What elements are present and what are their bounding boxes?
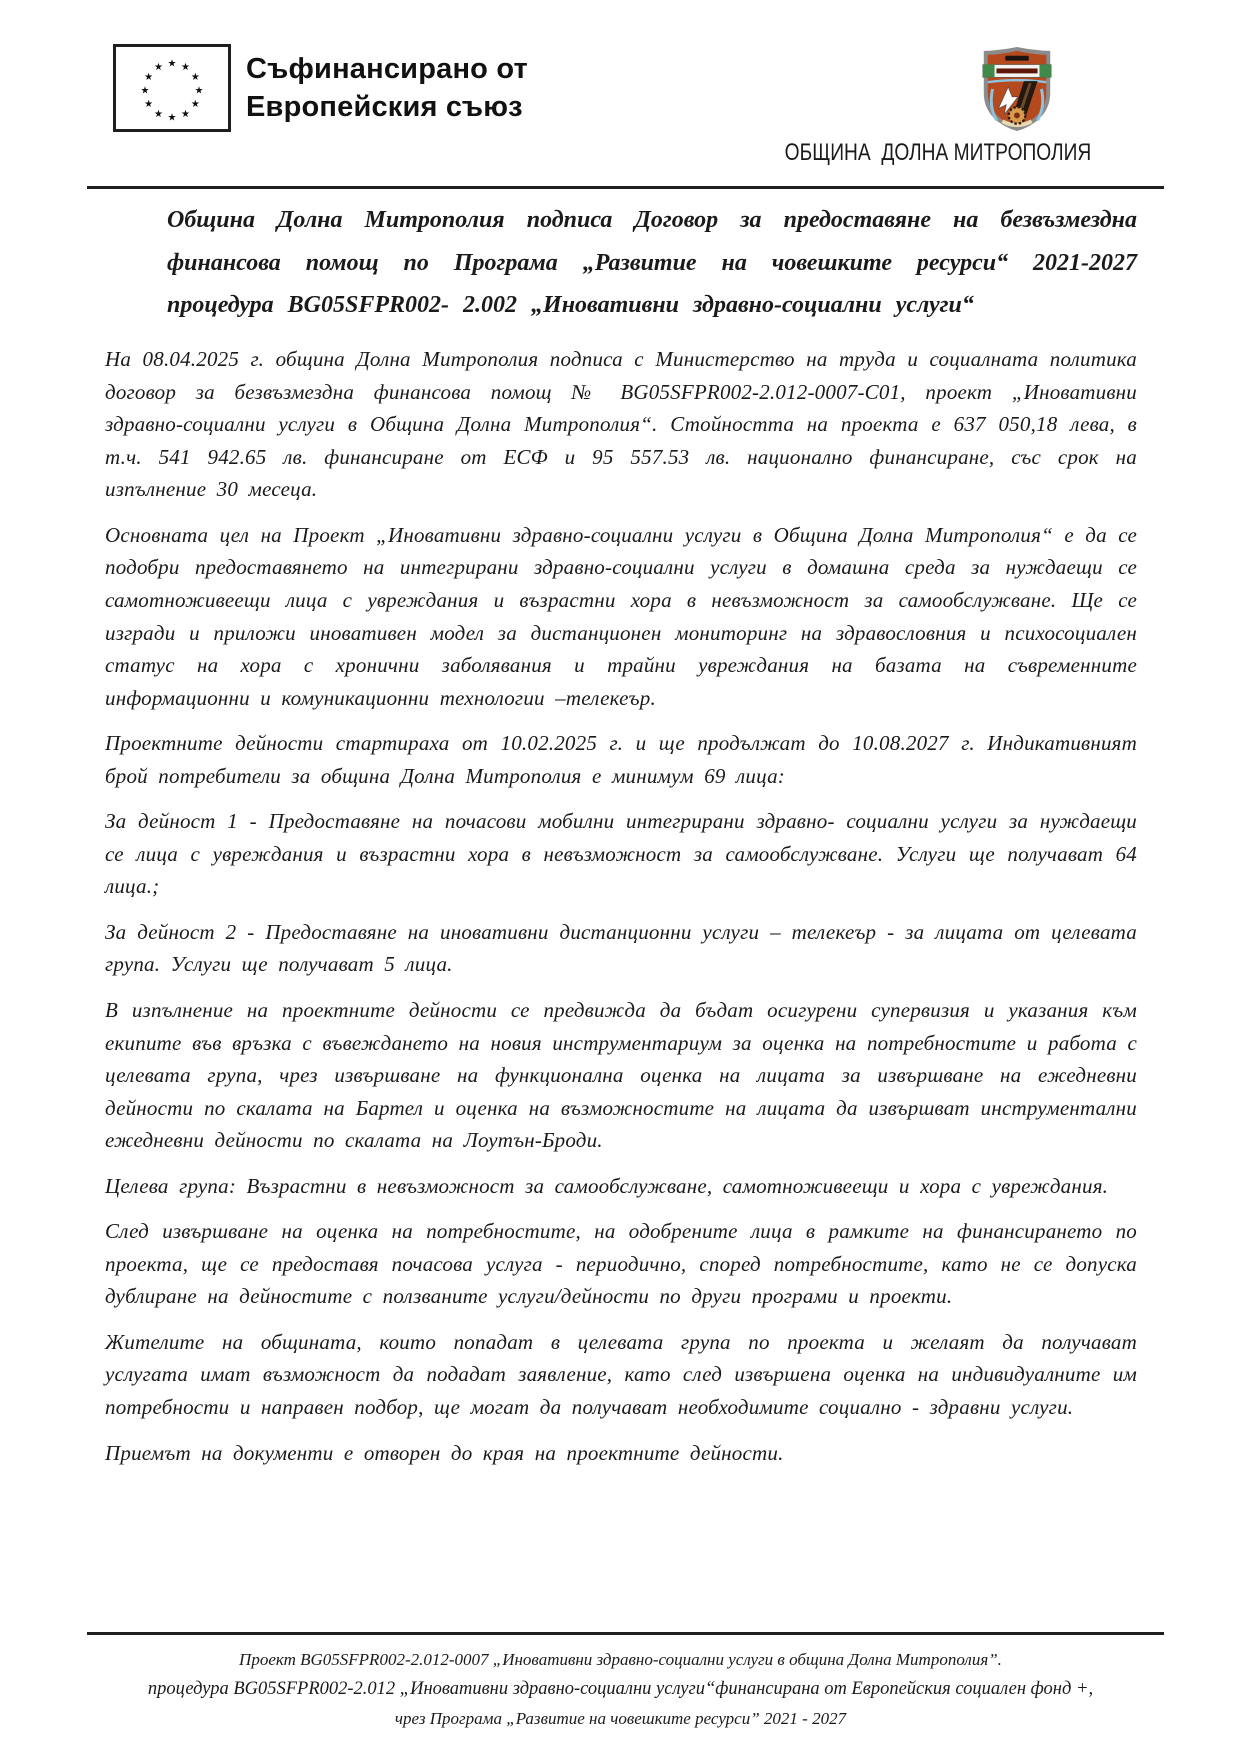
footer [80,1645,1161,1733]
footer-line: Проект BG05SFPR002-2.012-0007 „Иновативни здравно-социални услуги в община Долна Митрополия”. [239,1650,1002,1669]
svg-text:★: ★ [144,99,154,110]
body-paragraph: Жителите на общината, които попадат в целевата група по проекта и желаят да получават услугата имат възможност да подадат заявление, като след извършена оценка на индивидуалните им потребности и направен подбор, ще могат да получават необходимите социално - здравни услуги. [105,1329,1137,1420]
body-paragraph: За дейност 2 - Предоставяне на иновативни дистанционни услуги – телекеър - за лицата от целевата група. Услуги ще получават 5 лица. [105,919,1137,977]
svg-text:★: ★ [194,85,204,97]
body-paragraph: На 08.04.2025 г. община Долна Митрополия подписа с Министерство на труда и социалната политика договор за безвъзмездна финансова помощ № BG05SFPR002-2.012-0007-C01, проект „Иновативни здравно-социални услуги в Община Долна Митрополия“. Стойността на проекта е 637 050,18 лева, в т.ч. 541 942.65 лв. финансиране от ЕСФ и 95 557.53 лв. национално финансиране, със срок на изпълнение 30 месеца. [105,347,1137,502]
svg-text:★: ★ [144,72,154,83]
svg-text:★: ★ [167,112,177,124]
body-paragraph: Проектните дейности стартираха от 10.02.2025 г. и ще продължат до 10.08.2027 г. Индикативният брой потребители за община Долна Митрополия е минимум 69 лица: [105,731,1137,788]
footer-line: процедура BG05SFPR002-2.012 „Иновативни здравно-социални услуги“финансирана от Европейския социален фонд +, [147,1679,1094,1699]
svg-text:★: ★ [190,99,200,110]
document-title: Община Долна Митрополия подписа Договор за предоставяне на безвъзмездна финансова помощ по Програма „Развитие на човешките ресурси“ 2021-2027 процедура BG05SFPR002- 2.002 „Иновативни здравно-социални услуги“ [167,207,1137,319]
svg-text:★: ★ [154,62,163,74]
svg-text:★: ★ [190,72,200,83]
body-paragraph: Приемът на документи е отворен до края на проектните дейности. [105,1440,784,1465]
eu-flag-logo [113,44,231,132]
cofinance-label [246,50,528,126]
municipality-crest-icon [980,46,1054,132]
municipality-name-label: ОБЩИНА ДОЛНА МИТРОПОЛИЯ [784,139,1091,166]
svg-text:★: ★ [154,108,163,120]
header-divider [87,186,1164,189]
cofinance-label-line2: Европейския съюз [246,91,523,123]
body-paragraph: След извършване на оценка на потребностите, на одобрените лица в рамките на финансирането по проекта, ще се предоставя почасова услуга - периодично, според потребностите, като не се допуска дублиране на дейностите с ползваните услуги/дейности по други програми и проекти. [105,1219,1137,1309]
svg-text:★: ★ [167,58,177,70]
body-paragraph: Целева група: Възрастни в невъзможност за самообслужване, самотноживеещи и хора с увреждания. [105,1173,1109,1198]
footer-divider [87,1632,1164,1635]
body-paragraph: За дейност 1 - Предоставяне на почасови мобилни интегрирани здравно- социални услуги за нуждаещи се лица с увреждания и възрастни хора в невъзможност за самообслужване. Услуги ще получават 64 лица.; [105,809,1137,899]
svg-text:★: ★ [181,62,190,74]
document-body [105,199,1137,1482]
cofinance-label-line1: Съфинансирано от [246,53,528,85]
body-paragraph: Основната цел на Проект „Иновативни здравно-социални услуги в Община Долна Митрополия“ е да се подобри предоставянето на интегрирани здравно-социални услуги в домашна среда за нуждаещи се самотноживеещи лица с увреждания и възрастни хора в невъзможност за самообслужване. Ще се изгради и приложи иновативен модел за дистанционен мониторинг на здравословния и психосоциален статус на хора с хронични заболявания и трайни увреждания на базата на съвременните информационни и комуникационни технологии –телекеър. [105,522,1137,710]
footer-line: чрез Програма „Развитие на човешките ресурси” 2021 - 2027 [394,1709,847,1728]
svg-text:★: ★ [140,85,150,97]
body-paragraph: В изпълнение на проектните дейности се предвижда да бъдат осигурени супервизия и указания към екипите във връзка с въвеждането на новия инструментариум за оценка на потребностите и работа с целевата група, чрез извършване на функционална оценка на лицата за извършване на ежедневни дейности по скалата на Бартел и оценка на възможностите на лицата да извършват инструментални ежедневни дейности по скалата на Лоутън-Броди. [105,998,1137,1153]
eu-stars-icon [116,47,228,129]
svg-text:★: ★ [181,108,190,120]
